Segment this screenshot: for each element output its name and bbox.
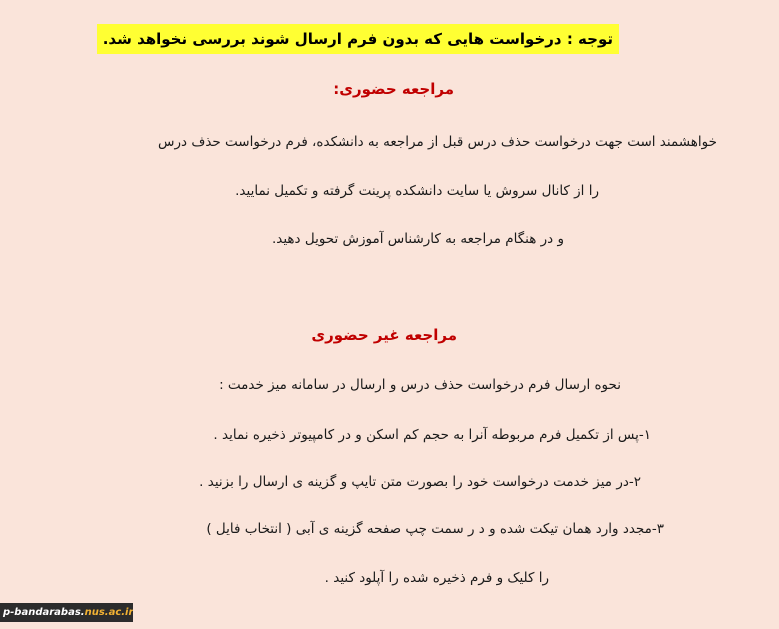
remote-step-3-cont: را کلیک و فرم ذخیره شده را آپلود کنید . xyxy=(324,570,549,586)
in-person-line-1: خواهشمند است جهت درخواست حذف درس قبل از مراجعه به دانشکده، فرم درخواست حذف درس xyxy=(158,134,717,150)
site-watermark xyxy=(0,603,133,622)
remote-step-2: ۲-در میز خدمت درخواست خود را بصورت متن تایپ و گزینه ی ارسال را بزنید . xyxy=(199,474,641,490)
remote-heading: مراجعه غیر حضوری xyxy=(311,326,457,344)
in-person-line-3: و در هنگام مراجعه به کارشناس آموزش تحویل دهید. xyxy=(271,231,564,247)
remote-step-3: ۳-مجدد وارد همان تیکت شده و د ر سمت چپ صفحه گزینه ی آبی ( انتخاب فایل ) xyxy=(206,521,664,537)
remote-line-intro: نحوه ارسال فرم درخواست حذف درس و ارسال در سامانه میز خدمت : xyxy=(219,377,621,393)
watermark-domain: nus.ac.ir xyxy=(84,607,133,618)
notice-banner: توجه : درخواست هایی که بدون فرم ارسال شوند بررسی نخواهد شد. xyxy=(97,24,619,54)
remote-step-1: ۱-پس از تکمیل فرم مربوطه آنرا به حجم کم اسکن و در کامپیوتر ذخیره نماید . xyxy=(213,427,651,443)
watermark-prefix: p-bandarabas. xyxy=(3,607,85,618)
in-person-line-2: را از کانال سروش یا سایت دانشکده پرینت گرفته و تکمیل نمایید. xyxy=(235,183,599,199)
in-person-heading: مراجعه حضوری: xyxy=(333,80,454,98)
